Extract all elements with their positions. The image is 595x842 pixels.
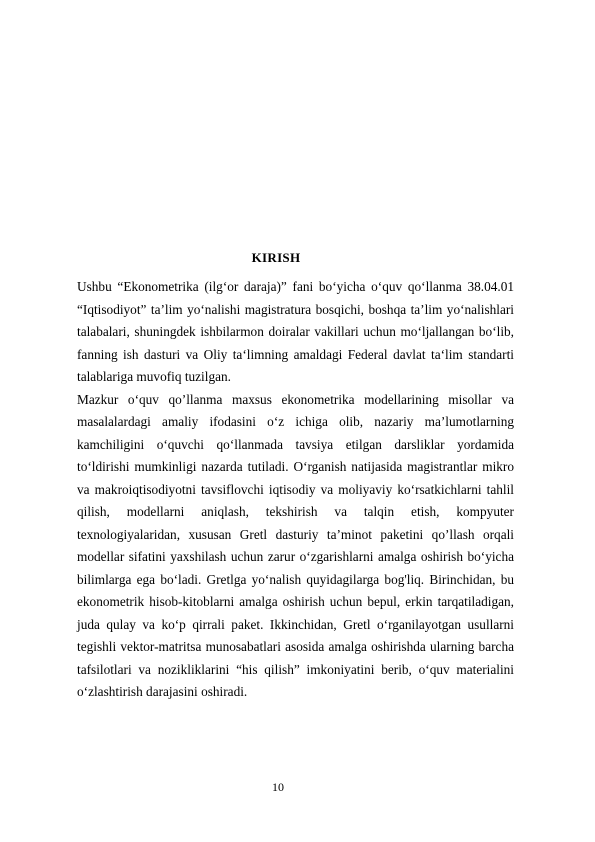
paragraph-1-text: Ushbu “Ekonometrika (ilg‘or daraja)” fani bo‘yicha o‘quv qo‘llanma 38.04.01 “Iqtisodiyot” ta’lim yo‘nalishi magistratura bosqichi, boshqa ta’lim yo‘nalishlari talabalari, shuningdek ishbilarmon doiralar vakillari uchun mo‘ljallangan bo‘lib, fanning ish dasturi va Oliy ta‘limning amaldagi Federal davlat ta‘lim standarti talablariga muvofiq tuzilgan. [77,279,514,384]
body-text [77,276,514,704]
section-heading: KIRISH [251,250,301,265]
paragraph-2-text: Mazkur o‘quv qo’llanma maxsus ekonometrika modellarining misollar va masalalardagi amaliy ifodasini o‘z ichiga olib, nazariy ma’lumotlarning kamchiligini o‘quvchi qo‘llanmada tavsiya etilgan darsliklar yordamida to‘ldirishi mumkinligi nazarda tutiladi. O‘rganish natijasida magistrantlar mikro va makroiqtisodiyotni tavsiflovchi iqtisodiy va moliyaviy ko‘rsatkichlarni tahlil qilish, modellarni aniqlash, tekshirish va talqin etish, kompyuter texnologiyalaridan, xususan Gretl dasturiy ta’minot paketini qo’llash orqali modellar sifatini yaxshilash uchun zarur o‘zgarishlarni amalga oshirish bo‘yicha bilimlarga ega bo‘ladi. Gretlga yo‘nalish quyidagilarga bog'liq. Birinchidan, bu ekonometrik hisob-kitoblarni amalga oshirish uchun bepul, erkin tarqatiladigan, juda qulay va ko‘p qirrali paket. Ikkinchidan, Gretl o‘rganilayotgan usullarni tegishli vektor-matritsa munosabatlari asosida amalga oshirishda ularning barcha tafsilotlari va nozikliklarini “his qilish” imkoniyatini berib, o‘quv materialini o‘zlashtirish darajasini oshiradi. [77,391,514,699]
page-number: 10 [272,780,284,794]
paragraph-1 [77,276,514,389]
paragraph-2 [77,389,514,704]
